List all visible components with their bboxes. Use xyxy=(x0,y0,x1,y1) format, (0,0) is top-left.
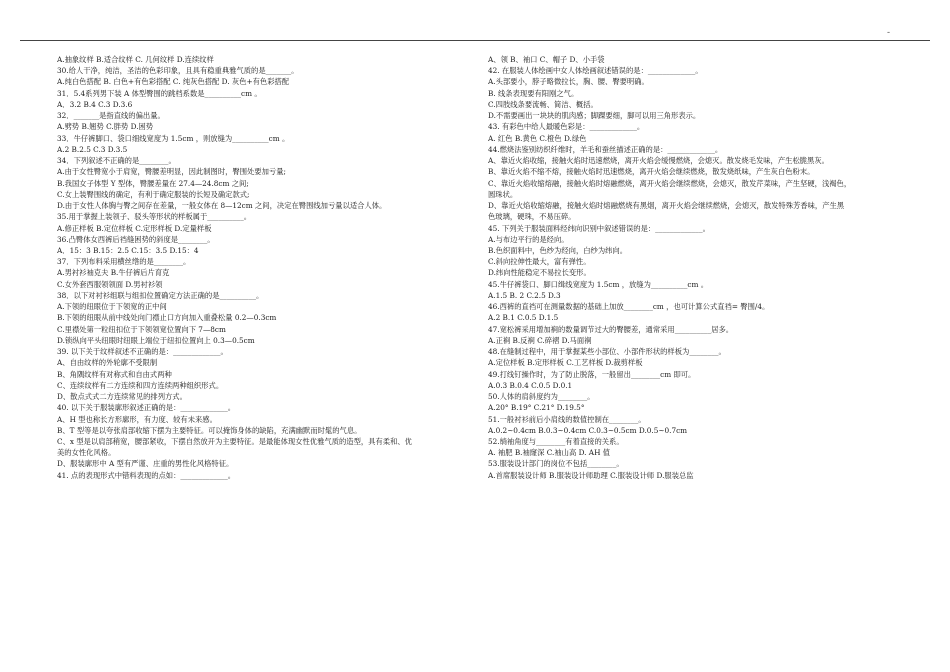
right-column-line: C.斜向拉伸性最大，富有弹性。 xyxy=(488,257,591,267)
left-column-line: D.由于女性人体胸与臀之间存在差量，一般女体在 8—12cm 之间，决定在臀围线加亏量以适合人体。 xyxy=(57,201,387,211)
right-column-line: 圆珠状。 xyxy=(488,189,518,199)
left-column-line: D、服装廓形中 A 型有严谨、庄重的男性化风格特征。 xyxy=(57,459,234,469)
right-column-line: A.定位样板 B.定形样板 C.工艺样板 D.裁剪样板 xyxy=(488,358,643,368)
left-column-line: C、x 型是以肩部稍宽，腰部紧收，下摆自然放开为主要特征。是最能体现女性优雅气质的造型，具有柔和、优 xyxy=(57,436,412,446)
right-column-line: B.色织面料中，色纱为经向，白纱为纬向。 xyxy=(488,245,628,255)
right-column-line: A.正裥 B.反裥 C.碎褶 D.马面裥 xyxy=(488,335,592,345)
right-column-line: A.1.5 B. 2 C.2.5 D.3 xyxy=(488,290,561,300)
left-column-line: B.我国女子体型 Y 型体，臀腰差量在 27.4—24.8cm 之间; xyxy=(57,178,249,188)
left-column-line: A.男衬衫袖克夫 B.牛仔裤后片育克 xyxy=(57,268,170,278)
left-column-line: 32．_______是指直线的偏出量。 xyxy=(57,111,165,121)
left-column-line: C.女外套西服领领面 D.男衬衫领 xyxy=(57,279,163,289)
left-column-line: 37．下列布料采用横丝绺的是________。 xyxy=(57,257,191,267)
right-column-line: 49.打线钉操作时，为了防止脱落，一般留出________cm 即可。 xyxy=(488,369,696,379)
left-column-line: A.下领的纽眼位于下领宽的正中间 xyxy=(57,302,167,312)
right-column-line: A.首席服装设计师 B.服装设计师助理 C.服装设计师 D.服装总监 xyxy=(488,470,694,480)
right-column-line: A.0.2~0.4cm B.0.3~0.4cm C.0.3~0.5cm D.0.5~0.7cm xyxy=(488,425,688,435)
left-column xyxy=(57,54,482,481)
left-column-line: 31．5.4系列男下装 A 体型臀围的跳档系数是__________cm 。 xyxy=(57,88,262,98)
left-column-line: 38．以下对衬衫组联与组扣位置确定方法正确的是__________。 xyxy=(57,290,264,300)
left-column-line: B、角隅纹样有对称式和自由式两种 xyxy=(57,369,172,379)
right-column-line: A、领 B、袖口 C、帽子 D、小手袋 xyxy=(488,55,605,64)
right-column-line: A、靠近火焰收缩，接触火焰时迅速燃烧，离开火焰会缓慢燃烧，会熄灭。散发烧毛发味，产生松脆黑灰。 xyxy=(488,156,829,166)
left-column-line: 33．牛仔裤脚口、袋口细线宽度为 1.5cm ，则放缝为__________cm 。 xyxy=(57,133,290,143)
right-column-line: 53.服装设计部门的岗位不包括________。 xyxy=(488,459,624,469)
right-column-line: D.纬向性能稳定不易拉长变形。 xyxy=(488,268,591,278)
left-column-line: 34．下列叙述不正确的是________。 xyxy=(57,156,176,166)
right-column-line: 51.一般衬衫前后小肩线的数值控制在________。 xyxy=(488,414,646,424)
right-column-line: B. 线条表现要有阳刚之气。 xyxy=(488,88,579,98)
left-column-line: A.修正样板 B.定位样板 C.定形样板 D.定量样板 xyxy=(57,223,212,233)
right-column-line: 43. 有彩色中给人最暖色彩是：_____________。 xyxy=(488,122,645,132)
right-column-line: A.2 B.1 C.0.5 D.1.5 xyxy=(488,313,559,323)
left-column-line: A、自由纹样的外轮廓不受限制 xyxy=(57,358,158,368)
left-column-line: 36.凸臀体女西裤后裆缝困势的斜度是________。 xyxy=(57,234,215,244)
right-column-line: B、靠近火焰不缩不熔，接触火焰时迅速燃烧，离开火焰会继续燃烧，散发烧纸味，产生灰白色粉末。 xyxy=(488,167,815,177)
right-column-line: 46.西裤的直裆可在测量数据的基础上加放________cm ，也可计算公式直裆= 臀围/4。 xyxy=(488,302,770,312)
right-column-line: 44.燃烧法鉴别纺织纤维时，羊毛和蚕丝描述正确的是：_____________。 xyxy=(488,144,723,154)
left-column-line: A．3.2 B.4 C.3 D.3.6 xyxy=(57,99,133,109)
left-column-line: B、T 型等是以夸张肩部收缩下摆为主要特征。可以掩饰身体的缺陷，充满幽默而时髦的气息。 xyxy=(57,425,362,435)
right-column-line: D.不需要画出一块块的肌肉感；脚踝要细，脚可以用三角形表示。 xyxy=(488,111,701,121)
right-column-line: 45.牛仔裤袋口、脚口缉线宽度为 1.5cm ，放缝为__________cm 。 xyxy=(488,279,709,289)
right-column-line: 48.在缝制过程中，用于掌握某些小部位、小部件形状的样板为________。 xyxy=(488,347,726,357)
left-column-line: D、散点式式二方连续常见的排列方式。 xyxy=(57,392,187,402)
left-column-line: A.纯白色搭配 B. 白色+有色彩搭配 C. 纯灰色搭配 D. 灰色+有色彩搭配 xyxy=(57,77,290,87)
right-column-line: C、靠近火焰收缩熔融，接触火焰时熔融燃烧，离开火焰会继续燃烧，会熄灭，散发芹菜味，产生坚硬，浅褐色， xyxy=(488,178,852,188)
header-mark: - xyxy=(886,28,890,38)
left-column-line: A.2 B.2.5 C.3 D.3.5 xyxy=(57,144,128,154)
left-column-line: A.由于女性臀宽小于肩宽，臀腰差明显，因此制图时，臀围处要加亏量; xyxy=(57,167,286,177)
right-column-line: D、靠近火焰收缩熔融，接触火焰时熔融燃烧有黑烟，离开火焰会继续燃烧，会熄灭，散发特殊芳香味，产生黑 xyxy=(488,201,845,211)
left-column-line: C.里襟处第一粒纽扣位于下领领宽位置向下 7—8cm xyxy=(57,324,226,334)
right-column-line: A.头部要小，脖子略微拉长，胸、腰、臀要明确。 xyxy=(488,77,649,87)
right-column-line: 52.绱袖角度与________有着直接的关系。 xyxy=(488,436,624,446)
right-column-line: A. 袖肥 B.袖窿深 C.袖山高 D. AH 值 xyxy=(488,448,611,458)
left-column-line: 41. 点的表现形式中错料表现的点如：_____________。 xyxy=(57,470,236,480)
left-column-line: 40. 以下关于服装廓形叙述正确的是：_____________。 xyxy=(57,403,236,413)
right-column xyxy=(488,54,913,481)
left-column-line: A．15：3 B.15：2.5 C.15：3.5 D.15：4 xyxy=(57,245,199,255)
right-column-line: A.与布边平行的是经向。 xyxy=(488,234,569,244)
right-column-line: A. 红色 B.黄色 C.橙色 D.绿色 xyxy=(488,133,587,143)
right-column-line: 色玻璃，硬珠，不易压碎。 xyxy=(488,212,576,222)
left-column-line: D.锁纵向平头纽眼时纽眼上端位于纽扣位置向上 0.3—0.5cm xyxy=(57,335,255,345)
header-rule xyxy=(20,40,930,41)
left-column-line: C.女上装臀围线的确定，有利于确定服装的长短及确定款式; xyxy=(57,189,250,199)
right-column-line: 50.人体的肩斜度约为________。 xyxy=(488,392,595,402)
left-column-line: C、连续纹样有二方连续和四方连续两种组织形式。 xyxy=(57,380,224,390)
left-column-line: 39. 以下关于纹样叙述不正确的是：_____________。 xyxy=(57,347,228,357)
right-column-line: 47.宽松裤采用增加裥的数量调节过大的臀腰差，通常采用__________居多。 xyxy=(488,324,734,334)
right-column-line: A.0.3 B.0.4 C.0.5 D.0.1 xyxy=(488,380,573,390)
left-column-line: A、H 型也称长方形廓形，有力度、较有未来感。 xyxy=(57,414,217,424)
left-column-line: A.抽象纹样 B.适合纹样 C. 几何纹样 D.连续纹样 xyxy=(57,55,214,64)
right-column-line: 45. 下列关于服装面料经纬向识别中叙述错误的是：_____________。 xyxy=(488,223,710,233)
left-column-line: B.下领的纽眼从前中线处向门襟止口方向加入重叠松量 0.2—0.3cm xyxy=(57,313,277,323)
right-column-line: A.20° B.19° C.21° D.19.5° xyxy=(488,403,585,413)
left-column-line: A.劈势 B.翘势 C.胖势 D.困势 xyxy=(57,122,154,132)
right-column-line: C.四肢线条要流畅、简洁、概括。 xyxy=(488,99,598,109)
left-column-line: 美的女性化风格。 xyxy=(57,448,116,458)
left-column-line: 30.给人干净，纯洁，圣洁的色彩印象，且具有稳重典雅气质的是_______。 xyxy=(57,66,299,76)
left-column-line: 35.用于掌握上装领子、驳头等形状的样板属于__________。 xyxy=(57,212,252,222)
right-column-line: 42. 在服装人体绘画中女人体绘画叙述错误的是：_____________。 xyxy=(488,66,703,76)
